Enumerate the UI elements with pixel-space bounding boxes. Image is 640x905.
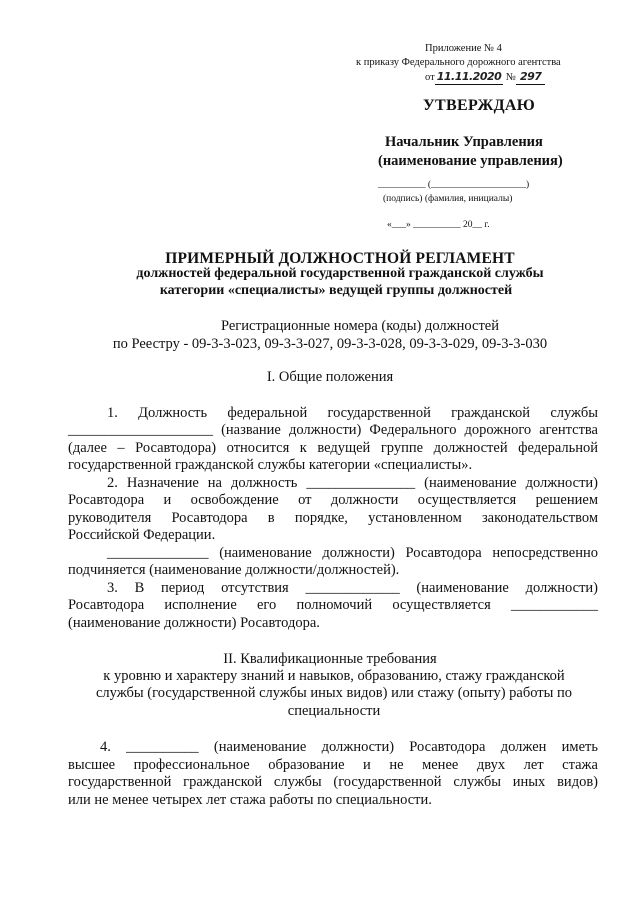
- section1-paragraph4-line2: Росавтодора исполнение его полномочий осуществляется ____________: [68, 597, 598, 613]
- approval-position: Начальник Управления: [385, 134, 543, 150]
- document-subtitle-line2: категории «специалисты» ведущей группы должностей: [159, 283, 513, 298]
- section1-paragraph2-line3: руководителя Росавтодора в порядке, установленном законодательством: [68, 510, 598, 526]
- handwritten-date: 11.11.2020: [436, 70, 502, 83]
- section2-subtitle-line1: к уровню и характеру знаний и навыков, образованию, стажу гражданской: [103, 668, 565, 684]
- section1-paragraph3-line1: ______________ (наименование должности) Росавтодора непосредственно: [107, 545, 598, 561]
- section1-paragraph3-line2: подчиняется (наименование должности/должностей).: [68, 562, 400, 578]
- section2-subtitle-line2: службы (государственной службы иных видов) или стажу (опыту) работы по: [96, 685, 572, 701]
- approval-title: УТВЕРЖДАЮ: [423, 97, 536, 114]
- approval-date-line: «___» __________ 20__ г.: [387, 220, 490, 230]
- section1-paragraph1-line1: 1. Должность федеральной государственной гражданской службы: [107, 405, 598, 421]
- appendix-date-number: [425, 70, 545, 85]
- section1-paragraph2-line1: 2. Назначение на должность _______________ (наименование должности): [107, 475, 598, 491]
- section1-paragraph1-line3: (далее – Росавтодора) относится к ведущей группе должностей федеральной: [68, 440, 598, 456]
- section2-subtitle-line3: специальности: [287, 703, 381, 719]
- appendix-order-reference: к приказу Федерального дорожного агентства: [356, 57, 561, 68]
- from-label: от: [425, 72, 435, 83]
- section2-paragraph1-line3: государственной гражданской службы (государственной службы иных видов): [68, 774, 598, 790]
- handwritten-number: 297: [516, 70, 545, 85]
- section1-paragraph1-line4: государственной гражданской службы категории «специалисты».: [68, 457, 473, 473]
- number-label: №: [505, 72, 516, 83]
- registry-heading: Регистрационные номера (коды) должностей: [221, 318, 499, 334]
- section1-paragraph4-line3: (наименование должности) Росавтодора.: [68, 615, 320, 631]
- approval-department: (наименование управления): [378, 153, 563, 169]
- section1-paragraph4-line1: 3. В период отсутствия _____________ (наименование должности): [107, 580, 598, 596]
- appendix-number: Приложение № 4: [425, 43, 502, 54]
- signature-caption: (подпись) (фамилия, инициалы): [383, 194, 513, 204]
- section2-paragraph1-line2: высшее профессиональное образование и не менее двух лет стажа: [68, 757, 598, 773]
- section1-paragraph2-line4: Российской Федерации.: [68, 527, 216, 543]
- section1-paragraph2-line2: Росавтодора и освобождение от должности осуществляется решением: [68, 492, 598, 508]
- section1-title: I. Общие положения: [266, 369, 394, 385]
- section1-paragraph1-line2: ____________________ (название должности) Федерального дорожного агентства: [68, 422, 598, 438]
- section2-title: II. Квалификационные требования: [223, 651, 437, 667]
- section2-paragraph1-line4: или не менее четырех лет стажа работы по специальности.: [68, 792, 432, 808]
- document-title: ПРИМЕРНЫЙ ДОЛЖНОСТНОЙ РЕГЛАМЕНТ: [165, 250, 515, 267]
- document-subtitle-line1: должностей федеральной государственной гражданской службы: [136, 266, 544, 281]
- registry-codes: по Реестру - 09-3-3-023, 09-3-3-027, 09-3-3-028, 09-3-3-029, 09-3-3-030: [112, 336, 548, 352]
- signature-line: __________ (____________________): [378, 180, 530, 190]
- section2-paragraph1-line1: 4. __________ (наименование должности) Росавтодора должен иметь: [100, 739, 598, 755]
